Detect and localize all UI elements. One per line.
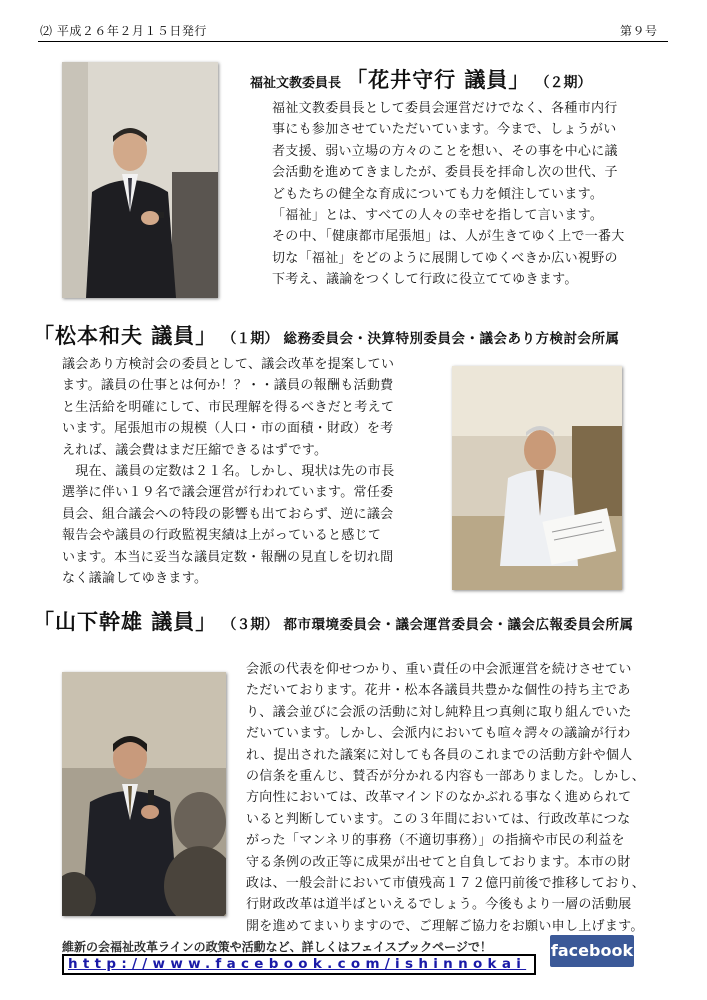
paragraph-line: 議会あり方検討会の委員として、議会改革を提案してい xyxy=(62,357,395,372)
issue-number: 第９号 xyxy=(620,24,658,38)
paragraph-line: いると判断しています。この３年間においては、行政改革につな xyxy=(246,811,631,827)
paragraph-line: と生活給を明確にして、市民理解を得るべきだと考えて xyxy=(62,399,395,415)
paragraph-line: います。本当に妥当な議員定数・報酬の見直しを切れ間 xyxy=(62,549,394,565)
paragraph-line: ただいております。花井・松本各議員共豊かな個性の持ち主であ xyxy=(246,683,631,699)
facebook-logo[interactable]: facebook xyxy=(550,935,634,967)
paragraph-line: 行財政改革は道半ばといえるでしょう。今後もより一層の活動展 xyxy=(246,897,632,913)
paragraph-line: なく議論してゆきます。 xyxy=(62,571,208,587)
section2-title xyxy=(33,320,620,350)
photo-matsumoto xyxy=(452,366,622,590)
section2-title-term: （１期） xyxy=(222,331,279,347)
section3-body xyxy=(246,659,645,937)
paragraph-line: 切な「福祉」をどのように展開してゆくべきか広い視野の xyxy=(272,250,618,266)
paragraph-line: どもたちの健全な育成についても力を傾注しています。 xyxy=(272,186,604,202)
paragraph-line: 事にも参加させていただいています。今まで、しょうがい xyxy=(272,122,617,138)
paragraph-line: 会活動を進めてきましたが、委員長を拝命し次の世代、子 xyxy=(272,165,618,181)
section2-title-name: 「松本和夫 議員」 xyxy=(33,324,218,348)
paragraph-line: 政は、一般会計において市債残高１７２億円前後で推移しており、 xyxy=(246,876,646,892)
paragraph-line: 福祉文教委員長として委員会運営だけでなく、各種市内行 xyxy=(272,101,618,116)
section2-title-committees: 総務委員会・決算特別委員会・議会あり方検討会所属 xyxy=(283,331,620,347)
section3-title-term: （３期） xyxy=(222,617,279,633)
section1-body xyxy=(272,98,625,291)
paragraph-line: 開を進めてまいりますので、ご理解ご協力をお願い申し上げます。 xyxy=(246,918,644,934)
paragraph-line: だいています。しかし、会派内においても喧々諤々の議論が行わ xyxy=(246,726,631,742)
paragraph-line: り、議会並びに会派の活動に対し純粋且つ真剣に取り組んでいた xyxy=(246,704,632,720)
paragraph-line: の信条を重んじ、賛否が分かれる内容も一部ありました。しかし、 xyxy=(246,769,646,785)
paragraph-line: その中、「健康都市尾張旭」は、人が生きてゆく上で一番大 xyxy=(272,229,625,245)
paragraph-line: 下考え、議論をつくして行政に役立ててゆきます。 xyxy=(272,272,578,288)
paragraph-line: がった「マンネリ的事務（不適切事務）」の指摘や市民の利益を xyxy=(246,833,625,849)
paragraph-line: 報告会や議員の行政監視実績は上がっていると感じて xyxy=(62,528,382,544)
paragraph-line: 者支援、弱い立場の方々のことを想い、その事を中心に議 xyxy=(272,143,618,159)
paragraph-line: 現在、議員の定数は２１名。しかし、現状は先の市長 xyxy=(62,464,395,480)
paragraph-line: 方向性においては、改革マインドのなかぶれる事なく進められて xyxy=(246,790,632,806)
section3-title-name: 「山下幹雄 議員」 xyxy=(33,610,218,634)
paragraph-line: 守る条例の改正等に成果が出せてと自負しております。本市の財 xyxy=(246,854,631,870)
photo-yamashita xyxy=(62,672,226,916)
paragraph-line: 「福祉」とは、すべての人々の幸せを指して言います。 xyxy=(272,208,604,224)
facebook-promo-text: 維新の会福祉改革ラインの政策や活動など、詳しくはフェイスブックページで！ xyxy=(62,940,492,954)
header-divider xyxy=(38,41,668,42)
paragraph-line: います。尾張旭市の規模（人口・市の面積・財政）を考 xyxy=(62,421,394,437)
section2-body xyxy=(62,354,395,589)
section1-title xyxy=(250,64,592,94)
issue-date: ⑵ 平成２６年２月１５日発行 xyxy=(40,24,207,38)
paragraph-line: ます。議員の仕事とは何か！？・・議員の報酬も活動費 xyxy=(62,378,394,394)
paragraph-line: れ、提出された議案に対しても各員のこれまでの活動方針や個人 xyxy=(246,747,633,763)
section3-title xyxy=(33,606,634,636)
paragraph-line: 員会、組合議会への特段の影響も出ておらず、逆に議会 xyxy=(62,506,394,522)
paragraph-line: 会派の代表を仰せつかり、重い責任の中会派運営を続けさせてい xyxy=(246,662,632,677)
facebook-url-link[interactable] xyxy=(62,954,536,975)
section1-title-role: 福祉文教委員長 xyxy=(250,76,342,91)
section3-title-committees: 都市環境委員会・議会運営委員会・議会広報委員会所属 xyxy=(283,617,634,633)
photo-hanai xyxy=(62,62,218,298)
section1-title-name: 「花井守行 議員」 xyxy=(346,68,531,92)
paragraph-line: 選挙に伴い１９名で議会運営が行われています。常任委 xyxy=(62,485,394,501)
facebook-url-text[interactable]: http://www.facebook.com/ishinnokai xyxy=(68,956,527,972)
paragraph-line: えれば、議会費はまだ圧縮できるはずです。 xyxy=(62,442,328,458)
section1-title-term: （２期） xyxy=(535,75,592,91)
